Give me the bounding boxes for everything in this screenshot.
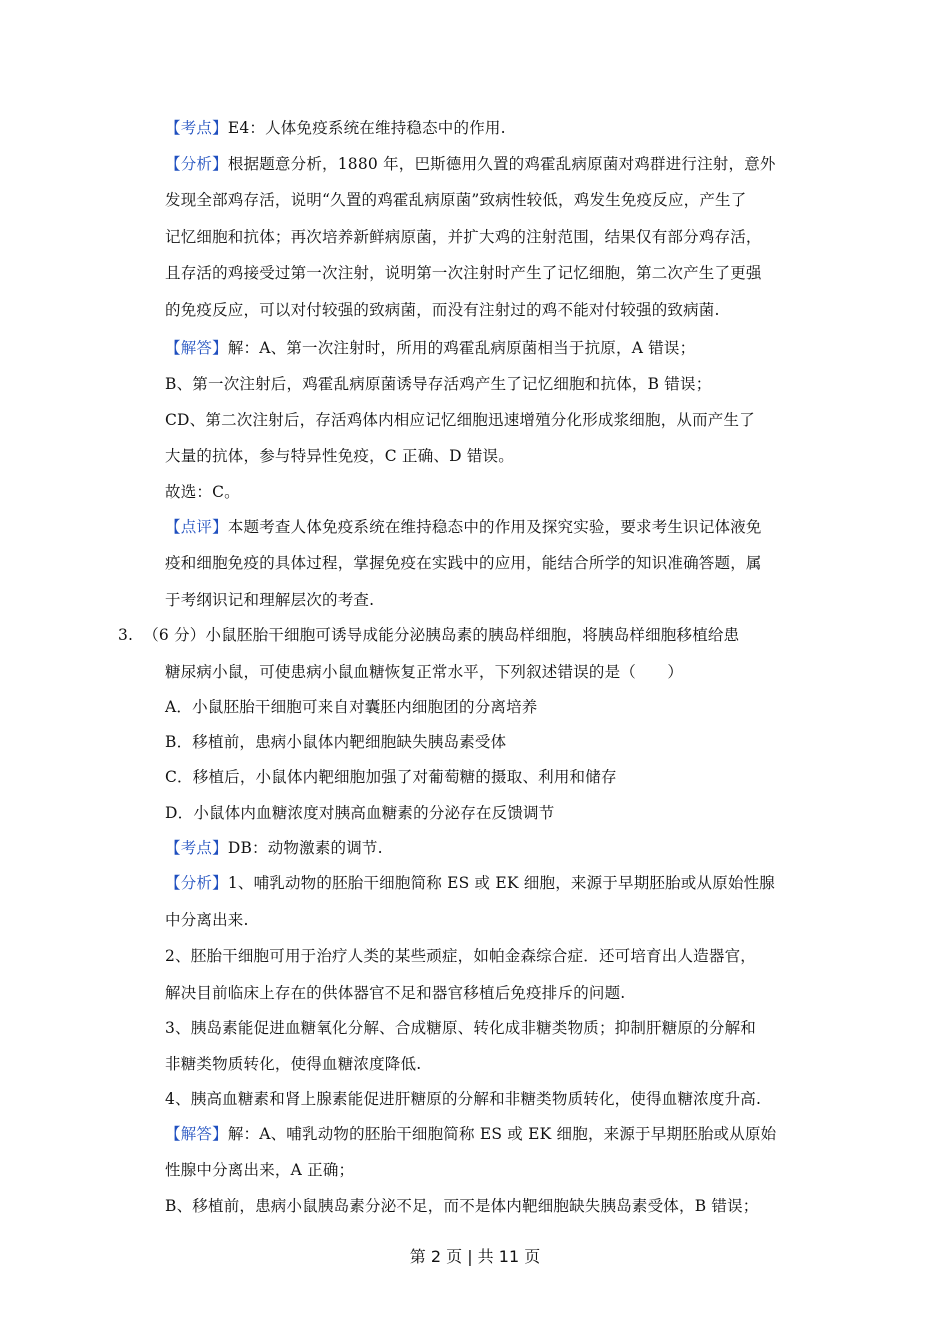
q2-jieda-line-4: 故选：C。 bbox=[165, 483, 240, 501]
q2-jieda-line-3: 大量的抗体，参与特异性免疫，C 正确、D 错误。 bbox=[165, 447, 514, 465]
q2-fenxi-line-0: 【分析】根据题意分析，1880 年，巴斯德用久置的鸡霍乱病原菌对鸡群进行注射，意外 bbox=[165, 155, 776, 173]
q2-jieda-line-1: B、第一次注射后，鸡霍乱病原菌诱导存活鸡产生了记忆细胞和抗体，B 错误； bbox=[165, 375, 712, 393]
jieda-tag: 【解答】 bbox=[165, 1125, 228, 1143]
q3-jieda-line-1: 性腺中分离出来，A 正确； bbox=[165, 1161, 355, 1179]
q3-option-a: A．小鼠胚胎干细胞可来自对囊胚内细胞团的分离培养 bbox=[165, 698, 538, 716]
q3-fenxi-line-4: 3、胰岛素能促进血糖氧化分解、合成糖原、转化成非糖类物质；抑制肝糖原的分解和 bbox=[165, 1019, 756, 1037]
q2-dianping-line-1: 疫和细胞免疫的具体过程，掌握免疫在实践中的应用，能结合所学的知识准确答题，属 bbox=[165, 554, 762, 572]
fenxi-tag: 【分析】 bbox=[165, 155, 228, 173]
q2-dianping-line-0: 【点评】本题考查人体免疫系统在维持稳态中的作用及探究实验，要求考生识记体液免 bbox=[165, 518, 762, 536]
q2-fenxi-line-2: 记忆细胞和抗体；再次培养新鲜病原菌，并扩大鸡的注射范围，结果仅有部分鸡存活， bbox=[165, 228, 762, 246]
q3-option-b: B．移植前，患病小鼠体内靶细胞缺失胰岛素受体 bbox=[165, 733, 507, 751]
q2-dianping-line-2: 于考纲识记和理解层次的考查. bbox=[165, 591, 375, 609]
dianping-tag: 【点评】 bbox=[165, 518, 228, 536]
fenxi-tag: 【分析】 bbox=[165, 874, 228, 892]
q2-jieda-line-0: 【解答】解：A、第一次注射时，所用的鸡霍乱病原菌相当于抗原，A 错误； bbox=[165, 339, 696, 357]
q3-jieda-line-2: B、移植前，患病小鼠胰岛素分泌不足，而不是体内靶细胞缺失胰岛素受体，B 错误； bbox=[165, 1197, 759, 1215]
q3-fenxi-line-3: 解决目前临床上存在的供体器官不足和器官移植后免疫排斥的问题. bbox=[165, 984, 626, 1002]
q3-stem-line-0: 3. （6 分）小鼠胚胎干细胞可诱导成能分泌胰岛素的胰岛样细胞，将胰岛样细胞移植给患 bbox=[118, 626, 740, 644]
q3-fenxi-line-5: 非糖类物质转化，使得血糖浓度降低. bbox=[165, 1055, 422, 1073]
q3-stem-line-1: 糖尿病小鼠，可使患病小鼠血糖恢复正常水平，下列叙述错误的是（ ） bbox=[165, 663, 684, 681]
q3-fenxi-line-6: 4、胰高血糖素和肾上腺素能促进肝糖原的分解和非糖类物质转化，使得血糖浓度升高. bbox=[165, 1090, 762, 1108]
q3-fenxi-line-1: 中分离出来. bbox=[165, 911, 249, 929]
q2-kaodian: 【考点】E4：人体免疫系统在维持稳态中的作用. bbox=[165, 119, 506, 137]
kaodian-tag: 【考点】 bbox=[165, 119, 228, 137]
kaodian-tag: 【考点】 bbox=[165, 839, 228, 857]
q3-jieda-line-0: 【解答】解：A、哺乳动物的胚胎干细胞简称 ES 或 EK 细胞，来源于早期胚胎或从原始 bbox=[165, 1125, 777, 1143]
q3-fenxi-line-0: 【分析】1、哺乳动物的胚胎干细胞简称 ES 或 EK 细胞，来源于早期胚胎或从原始性腺 bbox=[165, 874, 776, 892]
page-footer: 第 2 页 | 共 11 页 bbox=[409, 1247, 541, 1266]
jieda-tag: 【解答】 bbox=[165, 339, 228, 357]
q2-jieda-line-2: CD、第二次注射后，存活鸡体内相应记忆细胞迅速增殖分化形成浆细胞，从而产生了 bbox=[165, 411, 755, 429]
q3-option-d: D．小鼠体内血糖浓度对胰高血糖素的分泌存在反馈调节 bbox=[165, 804, 555, 822]
q3-fenxi-line-2: 2、胚胎干细胞可用于治疗人类的某些顽症，如帕金森综合症．还可培育出人造器官， bbox=[165, 947, 756, 965]
q2-fenxi-line-4: 的免疫反应，可以对付较强的致病菌，而没有注射过的鸡不能对付较强的致病菌. bbox=[165, 301, 720, 319]
q2-fenxi-line-1: 发现全部鸡存活，说明“久置的鸡霍乱病原菌”致病性较低，鸡发生免疫反应，产生了 bbox=[165, 191, 747, 209]
q3-kaodian: 【考点】DB：动物激素的调节. bbox=[165, 839, 383, 857]
q3-option-c: C．移植后，小鼠体内靶细胞加强了对葡萄糖的摄取、利用和储存 bbox=[165, 768, 617, 786]
q2-fenxi-line-3: 且存活的鸡接受过第一次注射，说明第一次注射时产生了记忆细胞，第二次产生了更强 bbox=[165, 264, 762, 282]
question-number: 3. bbox=[118, 626, 134, 644]
